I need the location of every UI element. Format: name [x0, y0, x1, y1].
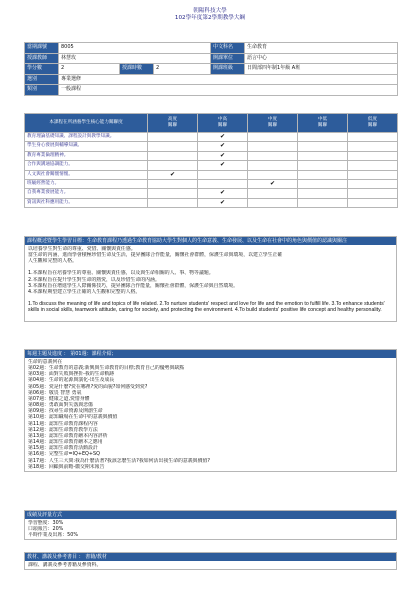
competency-cell	[148, 180, 198, 189]
competency-cell	[198, 180, 248, 189]
objective-line: 以培養學生對生命的尊重、愛惜、關懷與責任感。	[28, 246, 136, 252]
schedule-heading-value: 第01週：課程介紹;	[70, 351, 114, 357]
schedule-line: 第04週：生命的起源與演化-出生及成長	[28, 377, 115, 384]
competency-cell	[248, 142, 298, 151]
competency-text: 教育理論基礎知識、課程設計與教學知識。	[25, 133, 148, 142]
schedule-line: 第14週：認知生命教育繪本之應用	[28, 439, 103, 446]
competency-row	[25, 189, 398, 198]
competency-cell	[298, 170, 348, 179]
schedule-line: 第08週：勇敢面對失落與悲傷	[28, 402, 93, 409]
competency-cell	[248, 151, 298, 160]
competency-cell	[348, 161, 398, 170]
grading-list	[25, 519, 396, 539]
objective-line: 4.本課程期望建立學生正確的人生觀和完整的人格。	[28, 288, 141, 295]
competency-cell	[348, 142, 398, 151]
check-icon: ✔	[219, 198, 226, 206]
competency-row	[25, 142, 398, 151]
competency-cell	[348, 198, 398, 207]
school-name: 朝陽科技大學	[193, 8, 227, 14]
schedule-line: 第05週：愛是什麼?愛在哪裡?愛的面貌?如何感受到愛?	[28, 383, 148, 390]
competency-cell	[348, 180, 398, 189]
schedule-line: 第12週：認知生命教育教學方法	[28, 426, 98, 433]
competency-cell	[148, 170, 198, 179]
competency-cell	[148, 151, 198, 160]
schedule-line: 第17週：人生三大問:我為什麼活著?我該怎麼生活?我如何活出我生命的意義與價值?	[28, 457, 210, 464]
competency-text: 自我專業發展能力。	[25, 189, 148, 198]
competency-cell	[148, 198, 198, 207]
grading-box	[24, 510, 397, 540]
materials-heading-label: 教材、講義及參考書目	[27, 554, 78, 560]
materials-heading-value: 書籍/教材	[85, 554, 107, 560]
competency-text: 學生身心發展與輔導知識。	[25, 142, 148, 151]
schedule-line: 第16週：完整生命=IQ+EQ+SQ	[28, 451, 100, 458]
schedule-line: 第13週：認知生命教育繪本內容評析	[28, 432, 108, 439]
level-mid-low: 中低 關聯	[298, 114, 348, 133]
level-mid: 中度 關聯	[248, 114, 298, 133]
check-icon: ✔	[219, 151, 226, 159]
schedule-list	[25, 358, 396, 471]
competency-cell	[148, 133, 198, 142]
competency-cell	[348, 133, 398, 142]
competency-cell	[248, 170, 298, 179]
schedule-line: 第18週：回顧與前瞻-繳交期末報告	[28, 463, 105, 470]
competency-cell	[298, 161, 348, 170]
competency-cell	[198, 133, 248, 142]
competency-cell	[298, 198, 348, 207]
objectives-en: 1.To discuss the meaning of life and topics of life related. 2.To nurture students' respect and love for life and the emotion to fulfill life. 3.To enhance students' skills in social skills, teamwork attitude, caring for society, and protecting the environment. 4.To build students' positive life concept and healthy personality.	[28, 301, 385, 314]
schedule-line: 第09週：找尋生命資源及開創生命	[28, 408, 103, 415]
objective-line: 3.本課程旨在增進學生人際關係技巧，提昇團隊合作能量，關懷社會群體，保護生命與自然環境。	[28, 282, 239, 289]
objectives-heading: 課程概述暨學生學習目標：生命教育課程乃透過生命教育協助大學生對個人的生命意義、生命發展、以及生命在社會中的角色與價值的認識與關注	[25, 237, 396, 245]
level-low: 低度 關聯	[348, 114, 398, 133]
objective-line: 人生觀和完整的人格。	[28, 258, 77, 265]
check-icon: ✔	[219, 189, 226, 197]
schedule-line: 第07週：健康之道,愛惜身體	[28, 395, 90, 402]
schedule-line: 第11週：認知生命教育課程內容	[28, 420, 98, 427]
competency-cell	[248, 161, 298, 170]
check-icon: ✔	[219, 133, 226, 140]
competency-text: 合作與溝通協調能力。	[25, 161, 148, 170]
competency-cell	[148, 161, 198, 170]
schedule-line: 第03週：面對失敗與挫折-我的生命軌跡	[28, 371, 115, 378]
level-high: 高度 關聯	[148, 114, 198, 133]
competency-cell	[298, 142, 348, 151]
class-label: 開課班級	[211, 64, 245, 75]
level-mid-high: 中高 關聯	[198, 114, 248, 133]
course-code-label: 當期課號	[25, 43, 59, 54]
course-info-table	[24, 42, 398, 96]
objective-line: 1.本課程旨在培養學生的尊重、關懷與責任感，以及與生命相關的人、事、物等議題。	[28, 270, 214, 277]
materials-line: 課程、講義及參考書籍及參資料。	[28, 562, 102, 568]
competency-cell	[198, 189, 248, 198]
competency-row	[25, 161, 398, 170]
objective-line: 當生命的內涵，進而學會積極珍惜生命及生活，提昇團隊合作能量，關懷社會群體，保護生命與環境，以建立學生正確	[28, 252, 283, 259]
competency-text: 人文與社會關懷情懷。	[25, 170, 148, 179]
schedule-line: 第02週：生命教育的意義;新興與生命教育的目標;教育自己的優勢與缺點	[28, 365, 185, 372]
credits-value: 2	[59, 64, 120, 75]
schedule-box	[24, 349, 397, 472]
schedule-heading-label: 每週主題及進度	[27, 351, 63, 357]
schedule-heading: 每週主題及進度 ： 第01週：課程介紹;	[25, 350, 396, 358]
competency-cell	[198, 198, 248, 207]
competency-cell	[148, 189, 198, 198]
competency-cell	[298, 180, 348, 189]
schedule-line: 第06週：敬畏 智慧 勇氣	[28, 389, 82, 396]
competency-text: 資訊與社科應用能力。	[25, 198, 148, 207]
instructor-value: 林慧玫	[59, 53, 211, 64]
competency-cell	[298, 151, 348, 160]
competency-cell	[198, 170, 248, 179]
competency-cell	[248, 180, 298, 189]
course-code-value: 8005	[59, 43, 211, 54]
competency-cell	[198, 161, 248, 170]
required-value: 專業選修	[59, 74, 398, 85]
materials-list	[25, 561, 396, 569]
required-label: 選別	[25, 74, 59, 85]
objectives-box	[24, 236, 397, 322]
dept-value: 語言中心	[245, 53, 398, 64]
credits-label: 學分數	[25, 64, 59, 75]
competency-row	[25, 180, 398, 189]
course-name-value: 生命教育	[245, 43, 398, 54]
check-icon: ✔	[269, 180, 276, 188]
syllabus-title: 102學年度第2學期教學大綱	[174, 15, 246, 21]
materials-heading: 教材、講義及參考書目 ： 書籍/教材	[25, 553, 396, 561]
competency-cell	[248, 133, 298, 142]
competency-section	[24, 113, 397, 208]
schedule-line: 第10週：認知職場在生命中的意義與價值	[28, 414, 118, 421]
hours-label: 授課時數	[120, 64, 154, 75]
grading-line: 口頭報告：20%	[28, 526, 64, 533]
competency-table	[24, 113, 398, 208]
materials-box	[24, 552, 397, 570]
competency-cell	[248, 189, 298, 198]
competency-cell	[348, 170, 398, 179]
competency-row	[25, 133, 398, 142]
objective-line: 2.本課程旨在提升學生對生命的熱愛，以及珍惜生命的內涵。	[28, 276, 160, 283]
competency-cell	[348, 189, 398, 198]
competency-row	[25, 151, 398, 160]
competency-row	[25, 170, 398, 179]
competency-cell	[298, 133, 348, 142]
competency-cell	[198, 151, 248, 160]
instructor-label: 授課教師	[25, 53, 59, 64]
competency-text: 班級經營能力。	[25, 180, 148, 189]
grading-line: 學習態度：30%	[28, 520, 64, 526]
competency-cell	[298, 189, 348, 198]
competency-cell	[198, 142, 248, 151]
competency-header: 本課程在所涵養學生核心能力關聯度	[25, 114, 148, 133]
schedule-line: 第15週：認知生命教育活動設計	[28, 445, 98, 452]
objectives-zh-2	[28, 270, 393, 295]
page-header	[0, 0, 420, 22]
competency-row	[25, 198, 398, 207]
schedule-line: 生命的意義何在	[28, 359, 63, 365]
competency-cell	[148, 142, 198, 151]
competency-cell	[348, 151, 398, 160]
class-value: 日間部四年制1年級 A班	[245, 64, 398, 75]
hours-value: 2	[154, 64, 211, 75]
competency-text: 教育專業倫理精神。	[25, 151, 148, 160]
competency-cell	[248, 198, 298, 207]
grading-heading: 成績及評量方式	[25, 511, 396, 519]
course-name-label: 中文科名	[211, 43, 245, 54]
dept-label: 開課單位	[211, 53, 245, 64]
objectives-zh-1	[28, 246, 393, 264]
category-value: 一般課程	[59, 85, 398, 96]
check-icon: ✔	[169, 170, 176, 178]
category-label: 類別	[25, 85, 59, 96]
grading-line: 平時作業及出席：50%	[28, 532, 78, 539]
check-icon: ✔	[219, 161, 226, 169]
check-icon: ✔	[219, 142, 226, 150]
